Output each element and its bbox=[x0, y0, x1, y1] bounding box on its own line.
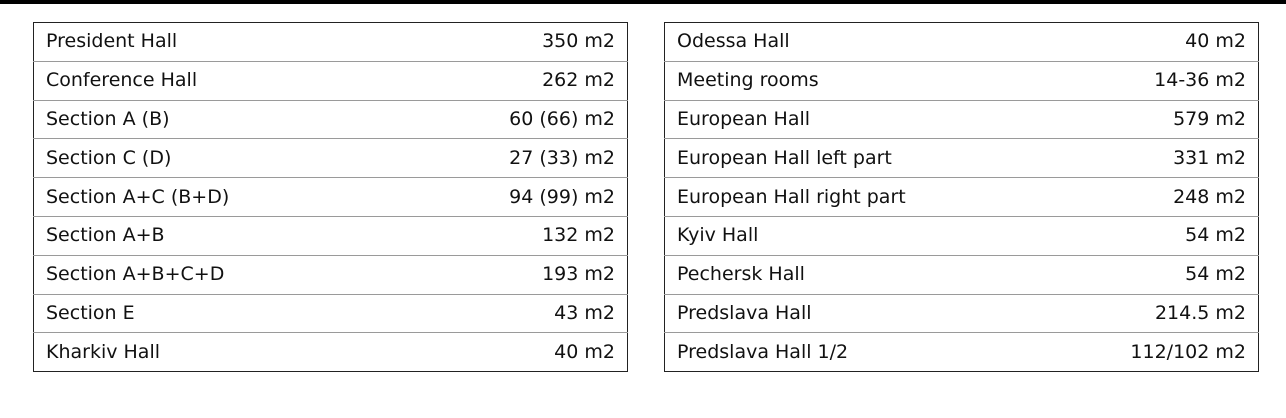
hall-name-cell: Predslava Hall bbox=[665, 294, 1047, 333]
table-row bbox=[34, 333, 628, 372]
hall-area-cell: 27 (33) m2 bbox=[398, 139, 627, 178]
hall-name-cell: Section A+B bbox=[34, 216, 399, 255]
top-border-bar bbox=[0, 0, 1286, 4]
table-row bbox=[34, 294, 628, 333]
hall-name-cell: President Hall bbox=[46, 30, 178, 53]
hall-name-cell: Pechersk Hall bbox=[665, 255, 1047, 294]
table-row bbox=[665, 23, 1259, 62]
hall-area-cell: 214.5 m2 bbox=[1047, 294, 1259, 333]
hall-name-cell: Kharkiv Hall bbox=[34, 333, 399, 372]
hall-area-cell: 262 m2 bbox=[398, 61, 627, 100]
hall-name-cell: European Hall bbox=[665, 100, 1047, 139]
hall-area-cell: 132 m2 bbox=[398, 216, 627, 255]
hall-name-cell: Section C (D) bbox=[34, 139, 399, 178]
hall-area-cell: 94 (99) m2 bbox=[398, 178, 627, 217]
hall-name-cell: Kyiv Hall bbox=[665, 216, 1047, 255]
hall-name-cell: Section A+C (B+D) bbox=[34, 178, 399, 217]
hall-area-cell: 40 m2 bbox=[1185, 30, 1246, 53]
table-row bbox=[665, 255, 1259, 294]
hall-name-cell: Odessa Hall bbox=[677, 30, 790, 53]
table-row bbox=[34, 255, 628, 294]
table-row bbox=[665, 178, 1259, 217]
table-row bbox=[34, 139, 628, 178]
table-row bbox=[34, 178, 628, 217]
hall-area-cell: 40 m2 bbox=[398, 333, 627, 372]
table-row bbox=[665, 216, 1259, 255]
hall-name-cell: Predslava Hall 1/2 bbox=[665, 333, 1047, 372]
table-row bbox=[34, 100, 628, 139]
hall-area-cell: 112/102 m2 bbox=[1047, 333, 1259, 372]
hall-name-cell: Meeting rooms bbox=[665, 61, 1047, 100]
hall-areas-table-left bbox=[33, 22, 628, 372]
table-row bbox=[34, 216, 628, 255]
hall-area-cell: 14-36 m2 bbox=[1047, 61, 1259, 100]
hall-area-cell: 331 m2 bbox=[1047, 139, 1259, 178]
hall-area-cell: 579 m2 bbox=[1047, 100, 1259, 139]
table-row bbox=[665, 100, 1259, 139]
hall-name-cell: Section A (B) bbox=[34, 100, 399, 139]
table-row bbox=[665, 139, 1259, 178]
table-row bbox=[34, 61, 628, 100]
hall-area-cell: 193 m2 bbox=[398, 255, 627, 294]
hall-name-cell: European Hall left part bbox=[665, 139, 1047, 178]
table-row bbox=[665, 333, 1259, 372]
hall-name-cell: Conference Hall bbox=[34, 61, 399, 100]
table-row bbox=[34, 23, 628, 62]
table-row bbox=[665, 61, 1259, 100]
hall-areas-table-right bbox=[664, 22, 1259, 372]
hall-name-cell: European Hall right part bbox=[665, 178, 1047, 217]
hall-name-cell: Section A+B+C+D bbox=[34, 255, 399, 294]
hall-area-cell: 54 m2 bbox=[1047, 216, 1259, 255]
hall-area-cell: 60 (66) m2 bbox=[398, 100, 627, 139]
hall-area-cell: 248 m2 bbox=[1047, 178, 1259, 217]
hall-area-cell: 54 m2 bbox=[1047, 255, 1259, 294]
hall-name-cell: Section E bbox=[34, 294, 399, 333]
hall-area-cell: 43 m2 bbox=[398, 294, 627, 333]
hall-area-cell: 350 m2 bbox=[542, 30, 615, 53]
table-row bbox=[665, 294, 1259, 333]
